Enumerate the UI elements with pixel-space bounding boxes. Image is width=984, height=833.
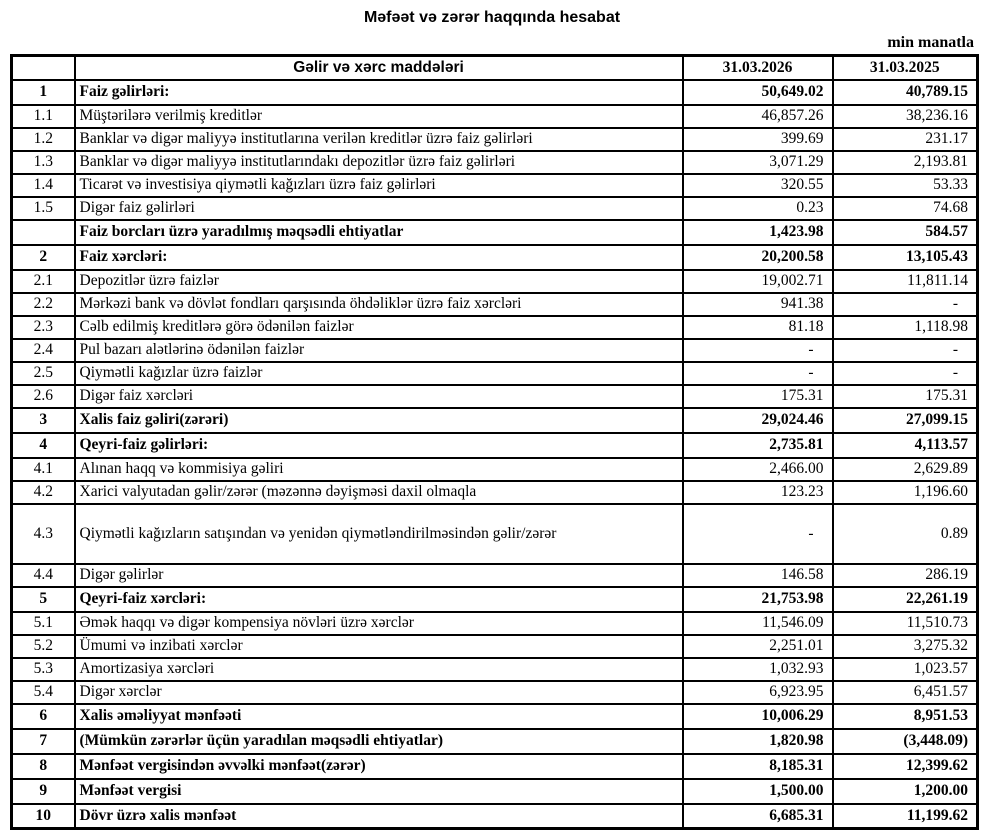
table-row <box>12 293 978 316</box>
table-row <box>12 80 978 105</box>
table-row <box>12 729 978 754</box>
value-2026: 2,251.01 <box>683 635 833 658</box>
table-row <box>12 612 978 635</box>
value-2026: 1,032.93 <box>683 658 833 681</box>
unit-note: min manatla <box>887 34 974 51</box>
row-label: Əmək haqqı və digər kompensiya növləri üzrə xərclər <box>75 612 683 635</box>
table-row <box>12 105 978 128</box>
value-2025: 13,105.43 <box>833 245 978 270</box>
row-number: 4.4 <box>12 564 75 587</box>
value-2025: 8,951.53 <box>833 704 978 729</box>
value-2026: 50,649.02 <box>683 80 833 105</box>
profit-loss-table <box>10 54 979 830</box>
row-number: 2.4 <box>12 339 75 362</box>
row-label: Qiymətli kağızların satışından və yenidən qiymətləndirilməsindən gəlir/zərər <box>75 504 683 564</box>
row-number: 7 <box>12 729 75 754</box>
row-label: Faiz borcları üzrə yaradılmış məqsədli ehtiyatlar <box>75 220 683 245</box>
table-row <box>12 587 978 612</box>
value-2026: - <box>683 362 833 385</box>
value-2025: 2,629.89 <box>833 458 978 481</box>
row-number: 5 <box>12 587 75 612</box>
value-2026: - <box>683 504 833 564</box>
table-row <box>12 220 978 245</box>
row-label: Cəlb edilmiş kreditlərə görə ödənilən faizlər <box>75 316 683 339</box>
row-label: Xalis əməliyyat mənfəəti <box>75 704 683 729</box>
value-2026: 0.23 <box>683 197 833 220</box>
table-row <box>12 339 978 362</box>
row-label: Banklar və digər maliyyə institutlarına verilən kreditlər üzrə faiz gəlirləri <box>75 128 683 151</box>
row-label: Qiymətli kağızlar üzrə faizlər <box>75 362 683 385</box>
value-2026: 175.31 <box>683 385 833 408</box>
row-number: 2.6 <box>12 385 75 408</box>
table-row <box>12 245 978 270</box>
value-2025: 1,200.00 <box>833 779 978 804</box>
value-2025: 53.33 <box>833 174 978 197</box>
row-label: Digər xərclər <box>75 681 683 704</box>
table-row <box>12 316 978 339</box>
row-label: Digər gəlirlər <box>75 564 683 587</box>
table-row <box>12 197 978 220</box>
table-row <box>12 385 978 408</box>
row-number: 5.1 <box>12 612 75 635</box>
table-row <box>12 433 978 458</box>
row-label: Depozitlər üzrə faizlər <box>75 270 683 293</box>
value-2025: 4,113.57 <box>833 433 978 458</box>
row-number: 5.3 <box>12 658 75 681</box>
table-row <box>12 754 978 779</box>
header-date-2026: 31.03.2026 <box>683 56 833 80</box>
value-2026: 46,857.26 <box>683 105 833 128</box>
row-number: 4.2 <box>12 481 75 504</box>
value-2026: 21,753.98 <box>683 587 833 612</box>
row-number: 2.1 <box>12 270 75 293</box>
row-label: Dövr üzrə xalis mənfəət <box>75 804 683 829</box>
value-2025: 175.31 <box>833 385 978 408</box>
value-2026: 81.18 <box>683 316 833 339</box>
value-2026: 29,024.46 <box>683 408 833 433</box>
header-empty-cell <box>12 56 75 80</box>
value-2026: 146.58 <box>683 564 833 587</box>
row-number <box>12 220 75 245</box>
value-2026: 1,423.98 <box>683 220 833 245</box>
value-2025: 2,193.81 <box>833 151 978 174</box>
value-2025: 6,451.57 <box>833 681 978 704</box>
value-2025: 22,261.19 <box>833 587 978 612</box>
value-2025: 11,510.73 <box>833 612 978 635</box>
value-2026: 8,185.31 <box>683 754 833 779</box>
table-row <box>12 779 978 804</box>
value-2025: 40,789.15 <box>833 80 978 105</box>
row-number: 5.4 <box>12 681 75 704</box>
row-label: Pul bazarı alətlərinə ödənilən faizlər <box>75 339 683 362</box>
row-label: Banklar və digər maliyyə institutlarındakı depozitlər üzrə faiz gəlirləri <box>75 151 683 174</box>
table-row <box>12 564 978 587</box>
value-2025: 27,099.15 <box>833 408 978 433</box>
row-number: 9 <box>12 779 75 804</box>
value-2026: 123.23 <box>683 481 833 504</box>
row-label: Xarici valyutadan gəlir/zərər (məzənnə dəyişməsi daxil olmaqla <box>75 481 683 504</box>
table-row <box>12 128 978 151</box>
table-header-row <box>12 56 978 80</box>
row-label: Mərkəzi bank və dövlət fondları qarşısında öhdəliklər üzrə faiz xərcləri <box>75 293 683 316</box>
row-number: 10 <box>12 804 75 829</box>
row-number: 1.5 <box>12 197 75 220</box>
value-2026: 20,200.58 <box>683 245 833 270</box>
value-2026: 10,006.29 <box>683 704 833 729</box>
value-2025: 0.89 <box>833 504 978 564</box>
row-label: Qeyri-faiz gəlirləri: <box>75 433 683 458</box>
value-2025: 1,196.60 <box>833 481 978 504</box>
value-2025: - <box>833 339 978 362</box>
value-2025: - <box>833 293 978 316</box>
table-row <box>12 270 978 293</box>
row-label: Faiz xərcləri: <box>75 245 683 270</box>
table-row <box>12 658 978 681</box>
row-label: (Mümkün zərərlər üçün yaradılan məqsədli ehtiyatlar) <box>75 729 683 754</box>
page-title: Məfəət və zərər haqqında hesabat <box>363 9 621 26</box>
row-number: 4 <box>12 433 75 458</box>
row-number: 1.3 <box>12 151 75 174</box>
value-2025: 584.57 <box>833 220 978 245</box>
row-label: Alınan haqq və kommisiya gəliri <box>75 458 683 481</box>
value-2026: 1,820.98 <box>683 729 833 754</box>
row-label: Digər faiz gəlirləri <box>75 197 683 220</box>
value-2026: 320.55 <box>683 174 833 197</box>
value-2025: (3,448.09) <box>833 729 978 754</box>
row-label: Qeyri-faiz xərcləri: <box>75 587 683 612</box>
value-2025: 231.17 <box>833 128 978 151</box>
value-2026: 11,546.09 <box>683 612 833 635</box>
table-row <box>12 504 978 564</box>
value-2025: 74.68 <box>833 197 978 220</box>
table-row <box>12 635 978 658</box>
table-row <box>12 174 978 197</box>
row-number: 3 <box>12 408 75 433</box>
value-2025: 11,811.14 <box>833 270 978 293</box>
value-2026: 3,071.29 <box>683 151 833 174</box>
value-2026: 1,500.00 <box>683 779 833 804</box>
value-2025: 286.19 <box>833 564 978 587</box>
value-2025: 1,118.98 <box>833 316 978 339</box>
table-row <box>12 681 978 704</box>
row-label: Ümumi və inzibati xərclər <box>75 635 683 658</box>
row-number: 4.1 <box>12 458 75 481</box>
row-number: 2 <box>12 245 75 270</box>
table-row <box>12 458 978 481</box>
row-number: 1 <box>12 80 75 105</box>
table-row <box>12 362 978 385</box>
row-number: 2.2 <box>12 293 75 316</box>
row-number: 1.2 <box>12 128 75 151</box>
table-row <box>12 704 978 729</box>
value-2026: - <box>683 339 833 362</box>
value-2025: 38,236.16 <box>833 105 978 128</box>
row-label: Mənfəət vergisindən əvvəlki mənfəət(zərər) <box>75 754 683 779</box>
row-number: 8 <box>12 754 75 779</box>
value-2025: 3,275.32 <box>833 635 978 658</box>
value-2026: 2,735.81 <box>683 433 833 458</box>
value-2026: 6,923.95 <box>683 681 833 704</box>
row-label: Xalis faiz gəliri(zərəri) <box>75 408 683 433</box>
value-2026: 399.69 <box>683 128 833 151</box>
value-2026: 6,685.31 <box>683 804 833 829</box>
row-number: 2.3 <box>12 316 75 339</box>
row-label: Müştərilərə verilmiş kreditlər <box>75 105 683 128</box>
table-row <box>12 151 978 174</box>
value-2026: 19,002.71 <box>683 270 833 293</box>
value-2025: 11,199.62 <box>833 804 978 829</box>
row-label: Amortizasiya xərcləri <box>75 658 683 681</box>
header-items: Gəlir və xərc maddələri <box>75 56 683 80</box>
value-2025: 12,399.62 <box>833 754 978 779</box>
value-2025: - <box>833 362 978 385</box>
row-number: 1.1 <box>12 105 75 128</box>
row-number: 2.5 <box>12 362 75 385</box>
row-number: 5.2 <box>12 635 75 658</box>
row-label: Mənfəət vergisi <box>75 779 683 804</box>
row-number: 4.3 <box>12 504 75 564</box>
row-number: 6 <box>12 704 75 729</box>
table-row <box>12 804 978 829</box>
row-number: 1.4 <box>12 174 75 197</box>
row-label: Faiz gəlirləri: <box>75 80 683 105</box>
header-date-2025: 31.03.2025 <box>833 56 978 80</box>
row-label: Ticarət və investisiya qiymətli kağızları üzrə faiz gəlirləri <box>75 174 683 197</box>
table-row <box>12 408 978 433</box>
value-2026: 2,466.00 <box>683 458 833 481</box>
value-2026: 941.38 <box>683 293 833 316</box>
value-2025: 1,023.57 <box>833 658 978 681</box>
row-label: Digər faiz xərcləri <box>75 385 683 408</box>
table-row <box>12 481 978 504</box>
